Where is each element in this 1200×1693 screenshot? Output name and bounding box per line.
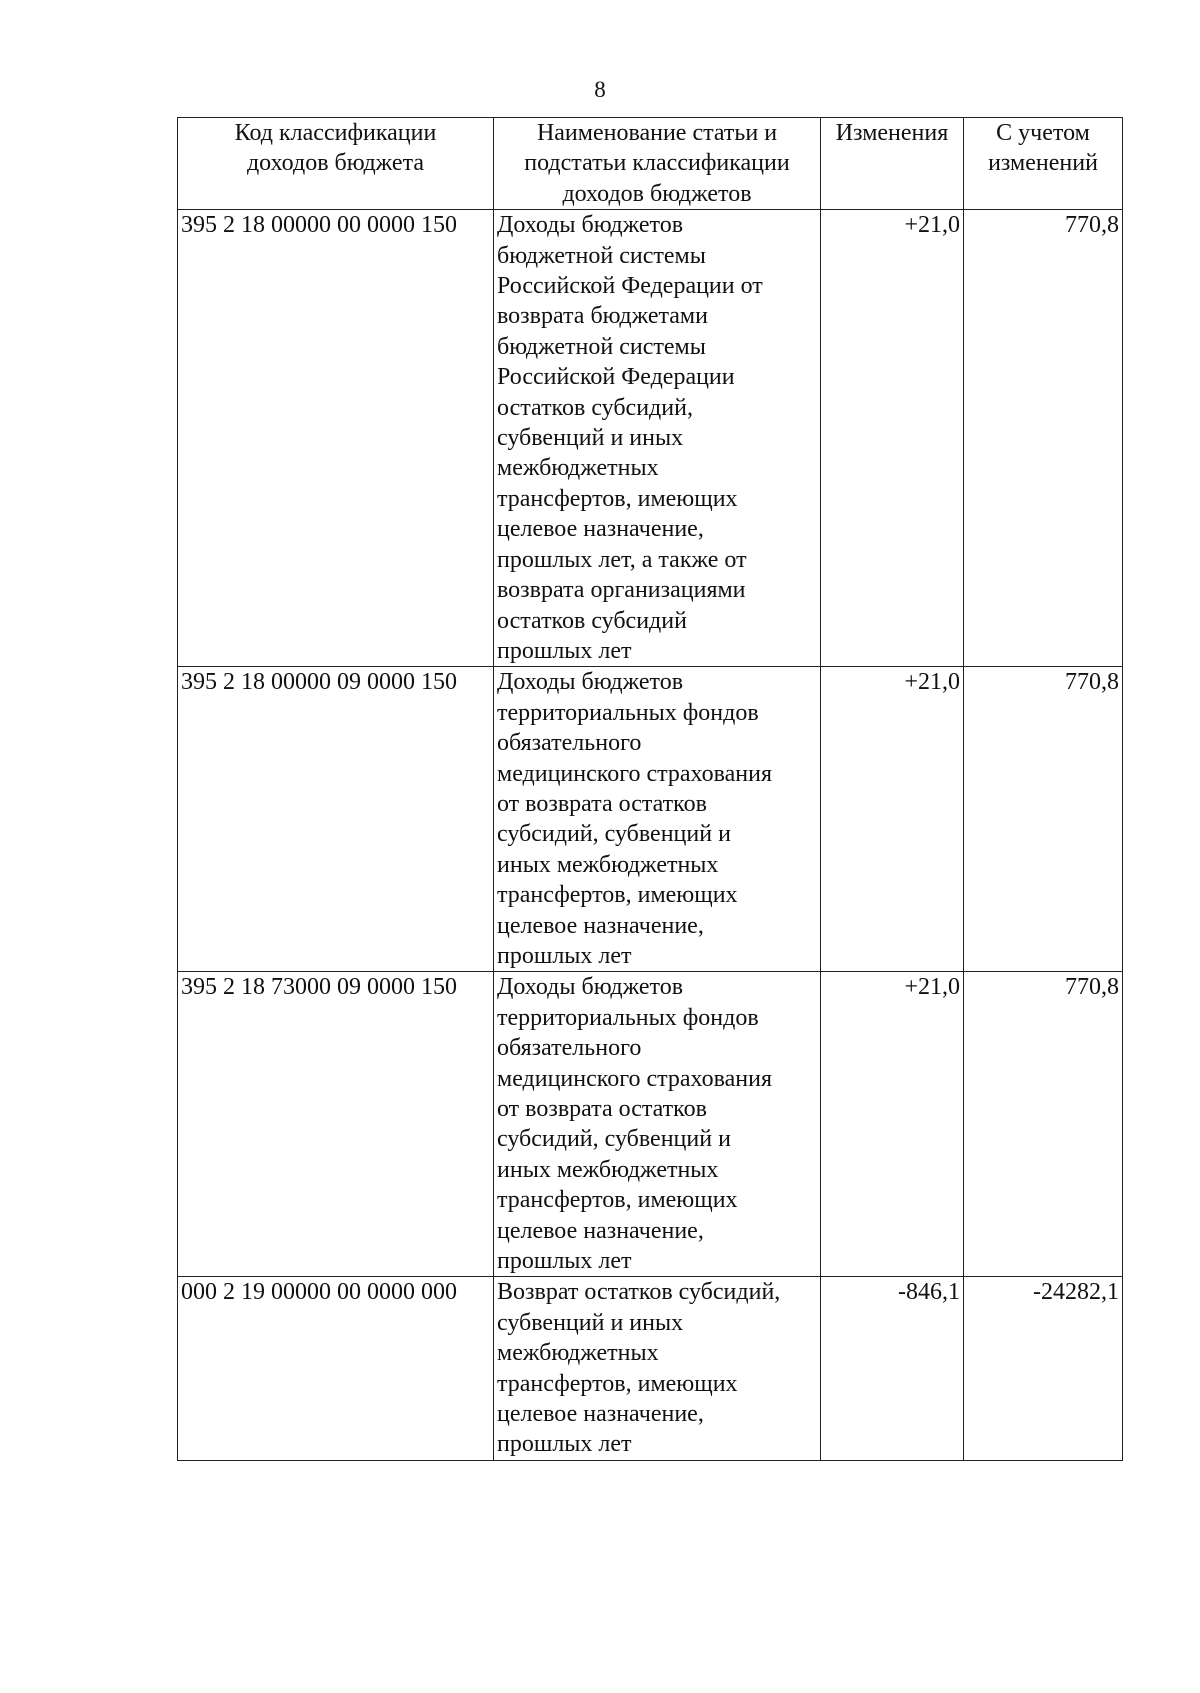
item-name-line: территориальных фондов <box>497 699 759 726</box>
item-name-line: межбюджетных <box>497 455 659 482</box>
item-name-cell <box>494 667 821 972</box>
item-name-line: возврата организациями <box>497 577 746 604</box>
item-name-line: целевое назначение, <box>497 1401 704 1428</box>
header-line: подстатьи классификации <box>524 150 790 177</box>
header-line: изменений <box>988 150 1098 177</box>
total-with-changes-cell: 770,8 <box>964 210 1123 667</box>
header-line: Наименование статьи и <box>536 120 778 146</box>
item-name-line: трансфертов, имеющих <box>497 882 738 909</box>
classification-code-cell: 395 2 18 73000 09 0000 150 <box>178 972 494 1277</box>
item-name-line: медицинского страхования <box>497 1065 773 1092</box>
table-row <box>178 972 1123 1277</box>
classification-code-cell: 395 2 18 00000 09 0000 150 <box>178 667 494 972</box>
item-name-line: бюджетной системы <box>497 242 706 269</box>
table-row <box>178 1277 1123 1460</box>
item-name-line: субвенций и иных <box>497 425 684 452</box>
item-name-line: прошлых лет <box>497 1431 632 1458</box>
item-name-line: трансфертов, имеющих <box>497 485 738 512</box>
item-name-line: трансфертов, имеющих <box>497 1370 738 1397</box>
item-name-line: субсидий, субвенций и <box>497 1126 731 1153</box>
item-name-cell <box>494 972 821 1277</box>
item-name-line: иных межбюджетных <box>497 1156 719 1183</box>
item-name-line: иных межбюджетных <box>497 851 719 878</box>
change-value-cell: +21,0 <box>821 210 964 667</box>
item-name-line: Возврат остатков субсидий, <box>497 1279 781 1306</box>
header-changes <box>821 118 964 210</box>
change-value-cell: -846,1 <box>821 1277 964 1460</box>
item-name-line: от возврата остатков <box>497 1096 707 1122</box>
item-name-line: обязательного <box>497 730 642 757</box>
item-name-line: прошлых лет <box>497 942 632 969</box>
item-name-line: прошлых лет, а также от <box>497 546 747 573</box>
item-name-line: целевое назначение, <box>497 1217 704 1244</box>
classification-code-cell: 395 2 18 00000 00 0000 150 <box>178 210 494 667</box>
header-line: Изменения <box>835 120 949 146</box>
budget-revenue-table <box>177 117 1123 1461</box>
header-line: доходов бюджета <box>246 150 425 177</box>
table-row <box>178 667 1123 972</box>
item-name-line: субсидий, субвенций и <box>497 821 731 848</box>
item-name-line: возврата бюджетами <box>497 303 708 330</box>
item-name-line: целевое назначение, <box>497 912 704 939</box>
item-name-line: прошлых лет <box>497 1248 632 1275</box>
item-name-line: Доходы бюджетов <box>497 974 684 1001</box>
item-name-cell <box>494 210 821 667</box>
item-name-line: остатков субсидий, <box>497 394 693 421</box>
item-name-line: трансфертов, имеющих <box>497 1187 738 1214</box>
item-name-line: остатков субсидий <box>497 607 687 634</box>
header-item-name <box>494 118 821 210</box>
header-line: С учетом <box>996 120 1090 146</box>
header-line: Код классификации <box>234 120 437 146</box>
item-name-line: целевое назначение, <box>497 516 704 543</box>
item-name-line: бюджетной системы <box>497 333 706 360</box>
change-value-cell: +21,0 <box>821 972 964 1277</box>
change-value-cell: +21,0 <box>821 667 964 972</box>
item-name-line: территориальных фондов <box>497 1004 759 1031</box>
item-name-line: медицинского страхования <box>497 760 773 787</box>
header-line: доходов бюджетов <box>562 180 752 207</box>
item-name-line: от возврата остатков <box>497 790 707 817</box>
table-header-row <box>178 118 1123 210</box>
total-with-changes-cell: 770,8 <box>964 667 1123 972</box>
total-with-changes-cell: -24282,1 <box>964 1277 1123 1460</box>
item-name-line: субвенций и иных <box>497 1309 684 1336</box>
item-name-cell <box>494 1277 821 1460</box>
classification-code-cell: 000 2 19 00000 00 0000 000 <box>178 1277 494 1460</box>
table-row <box>178 210 1123 667</box>
item-name-line: прошлых лет <box>497 637 632 664</box>
table-body <box>178 210 1123 1461</box>
page-number: 8 <box>594 77 606 102</box>
item-name-line: Российской Федерации от <box>497 273 763 300</box>
header-classification-code <box>178 118 494 210</box>
item-name-line: Доходы бюджетов <box>497 212 684 239</box>
total-with-changes-cell: 770,8 <box>964 972 1123 1277</box>
item-name-line: Доходы бюджетов <box>497 669 684 696</box>
item-name-line: межбюджетных <box>497 1340 659 1367</box>
header-with-changes <box>964 118 1123 210</box>
item-name-line: обязательного <box>497 1035 642 1062</box>
item-name-line: Российской Федерации <box>497 364 735 391</box>
